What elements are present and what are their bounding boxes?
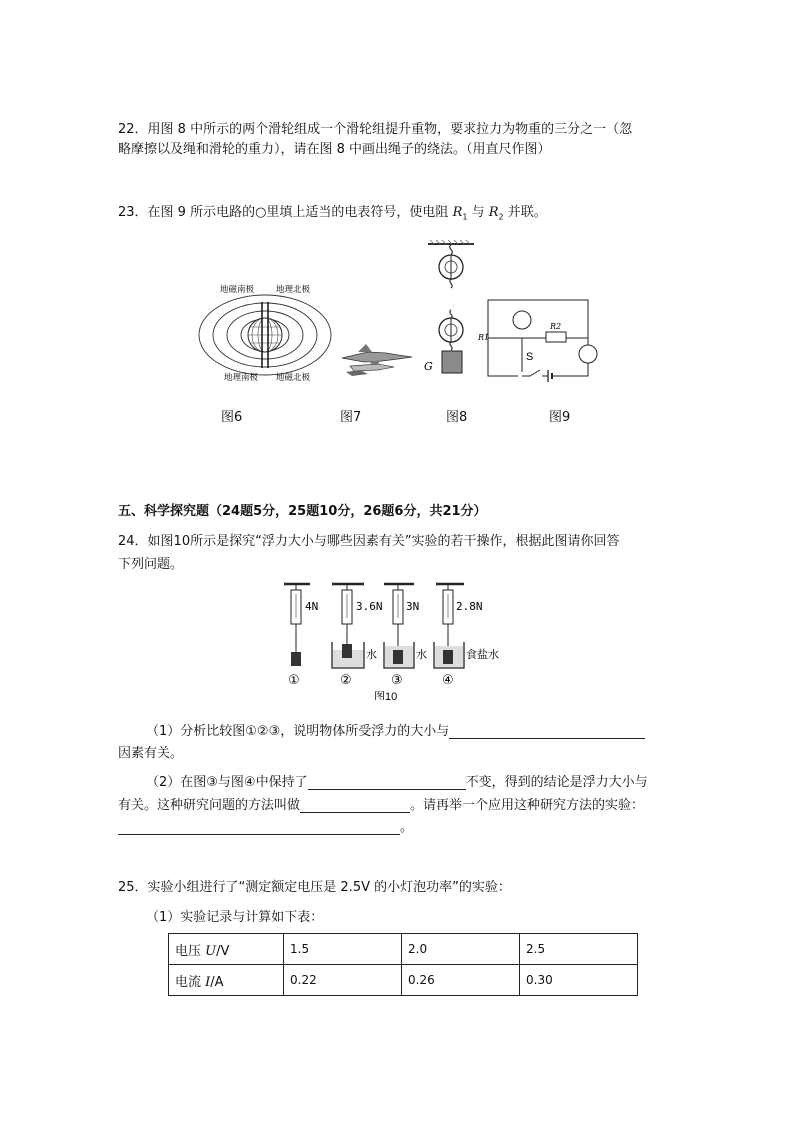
table-cell: 1.5 [284,934,402,965]
label-1: ① [288,673,300,688]
label-2: ② [340,673,352,688]
liquid-4: 食盐水 [466,649,499,661]
label-magnetic-south: 地磁南极 [220,284,255,294]
figure-7-jets [338,340,420,380]
label-r2: R2 [550,322,562,331]
figure-9-circuit [478,294,600,386]
blank-3[interactable] [300,799,410,813]
table-row [169,965,638,996]
figure-6-earth-magnetic-field [196,280,334,385]
caption-fig6: 图6 [221,410,243,425]
caption-fig7: 图7 [340,410,362,425]
table-cell: 0.22 [284,965,402,996]
label-magnetic-north: 地磁北极 [276,372,311,382]
label-geographic-north: 地理北极 [276,284,311,294]
caption-fig8: 图8 [446,410,468,425]
q24-sub2-line2: 有关。这种研究问题的方法叫做 。请再举一个应用这种研究方法的实验： [118,798,645,813]
label-geographic-south: 地理南极 [224,372,259,382]
table-cell: 0.30 [520,965,638,996]
blank-1[interactable] [449,725,645,739]
blank-2[interactable] [308,776,466,790]
q25-line1: 25．实验小组进行了“测定额定电压是 2.5V 的小灯泡功率”的实验： [118,880,511,895]
figure-8-pulleys [418,240,484,380]
table-cell: 0.26 [402,965,520,996]
row-header-current: 电流 I/A [169,965,284,996]
reading-2: 3.6N [356,600,383,613]
weight-label-g: G [424,360,433,373]
reading-4: 2.8N [456,600,483,613]
section-title: 五、科学探究题（24题5分，25题10分，26题6分，共21分） [118,504,487,519]
q24-sub2-line3: 。 [118,816,413,835]
q22-line2: 略摩擦以及绳和滑轮的重力），请在图 8 中画出绳子的绕法。（用直尺作图） [118,142,551,157]
table-cell: 2.0 [402,934,520,965]
q24-sub2: （2）在图③与图④中保持了 不变，得到的结论是浮力大小与 [146,775,648,790]
q23-text: 23．在图 9 所示电路的○里填上适当的电表符号，使电阻 $R_1$ 与 $R_2$ 并联。 [118,205,547,222]
blank-4[interactable] [118,821,400,835]
label-3: ③ [391,673,403,688]
reading-1: 4N [305,600,319,613]
caption-fig9: 图9 [549,410,571,425]
q25-sub1: （1）实验记录与计算如下表： [146,910,324,925]
q24-line1: 24．如图10所示是探究“浮力大小与哪些因素有关”实验的若干操作，根据此图请你回答 [118,534,620,549]
caption-fig10: 图10 [374,691,398,700]
q24-sub1-end: 因素有关。 [118,746,184,761]
reading-3: 3N [406,600,420,613]
liquid-2: 水 [366,649,377,661]
figure-10-buoyancy [280,580,512,700]
q22-line1: 22．用图 8 中所示的两个滑轮组成一个滑轮组提升重物，要求拉力为物重的三分之一（忽 [118,122,633,137]
data-table [168,933,638,996]
label-switch: S [526,351,534,363]
row-header-voltage: 电压 U/V [169,934,284,965]
label-r1: R1 [478,333,490,342]
q24-sub1: （1）分析比较图①②③，说明物体所受浮力的大小与 [146,720,645,739]
table-row [169,934,638,965]
table-cell: 2.5 [520,934,638,965]
label-4: ④ [442,673,454,688]
liquid-3: 水 [416,649,427,661]
q24-line2: 下列问题。 [118,557,184,572]
